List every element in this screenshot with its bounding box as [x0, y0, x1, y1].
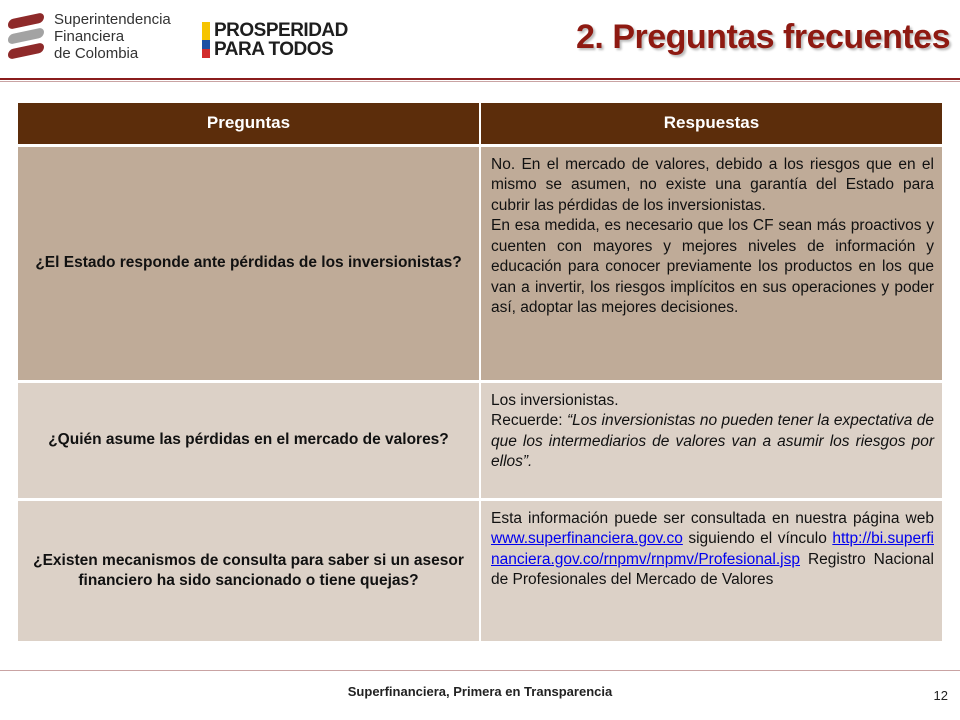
page-title: 2. Preguntas frecuentes — [576, 18, 950, 56]
superfinanciera-logo-text: Superintendencia Financiera de Colombia — [54, 10, 171, 62]
footer-divider — [0, 670, 960, 671]
table-row — [18, 499, 942, 641]
footer-tagline: Superfinanciera, Primera en Transparencia — [347, 684, 613, 699]
prosperidad-logo — [202, 20, 348, 60]
question-cell: ¿Quién asume las pérdidas en el mercado de valores? — [18, 381, 480, 499]
answer-cell — [480, 381, 942, 499]
answer-paragraph — [491, 411, 934, 473]
table-row — [18, 145, 942, 381]
page-number: 12 — [933, 688, 948, 703]
faq-table — [18, 103, 942, 641]
answer-text: Registro Nacional de Profesionales del Mercado de Valores — [491, 550, 934, 588]
column-header-respuestas: Respuestas — [480, 103, 942, 145]
answer-text: Esta información puede ser consultada en nuestra página web — [491, 509, 934, 527]
superfinanciera-logo — [6, 8, 176, 64]
superfinanciera-emblem-icon — [6, 10, 46, 62]
prosperidad-logo-text: PROSPERIDAD PARA TODOS — [214, 20, 348, 60]
answer-paragraph — [491, 509, 934, 591]
answer-paragraph: No. En el mercado de valores, debido a los riesgos que en el mismo se asumen, no existe una garantía del Estado para cubrir las pérdidas de los inversionistas. — [491, 155, 934, 214]
answer-cell — [480, 145, 942, 381]
answer-text: siguiendo el vínculo — [682, 530, 833, 547]
table-header-row — [18, 103, 942, 145]
question-cell: ¿El Estado responde ante pérdidas de los inversionistas? — [18, 145, 480, 381]
answer-quote: “Los inversionistas no pueden tener la expectativa de que los intermediarios de valores van a asumir los riesgos por ellos”. — [491, 412, 935, 470]
answer-paragraph: Los inversionistas. — [491, 391, 619, 409]
answer-cell — [480, 499, 942, 641]
header-divider-light — [0, 81, 960, 82]
question-cell: ¿Existen mecanismos de consulta para saber si un asesor financiero ha sido sancionado o tiene quejas? — [18, 499, 480, 641]
answer-paragraph: En esa medida, es necesario que los CF sean más proactivos y cuenten con mayores y mejores niveles de información y educación para conocer previamente los productos en los que van a invertir, los riesgos implícitos en sus operaciones y poder así, adoptar las mejores decisiones. — [491, 217, 934, 316]
answer-prefix: Recuerde: — [491, 412, 567, 429]
table-row — [18, 381, 942, 499]
superfinanciera-website-link[interactable]: www.superfinanciera.gov.co — [491, 530, 683, 547]
header-divider — [0, 78, 960, 80]
rnpmv-registry-link[interactable]: http://bi.superfinanciera.gov.co/rnpmv/rnpmv/Profesional.jsp — [491, 530, 934, 568]
colombia-flag-icon — [202, 22, 210, 58]
column-header-preguntas: Preguntas — [18, 103, 480, 145]
